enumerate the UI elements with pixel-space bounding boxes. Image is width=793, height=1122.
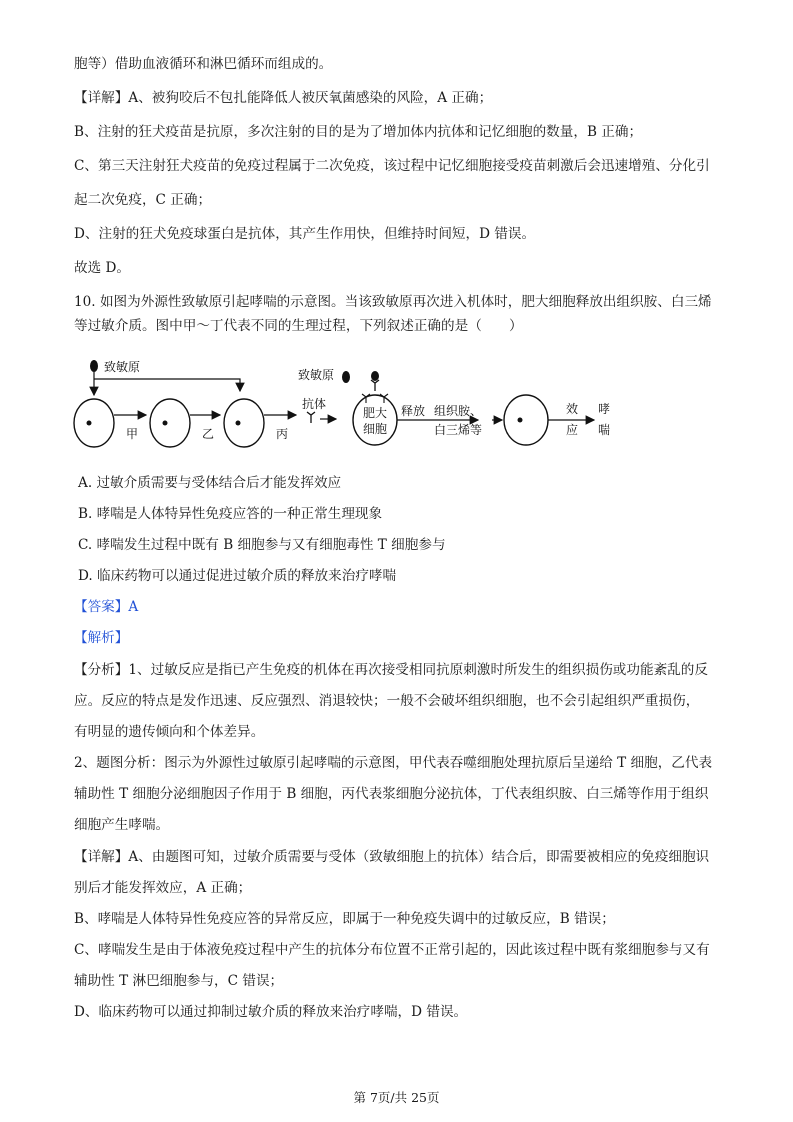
mast-cell-label: 细胞	[363, 422, 388, 436]
text-line: D、注射的狂犬免疫球蛋白是抗体，其产生作用快，但维持时间短，D 错误。	[74, 226, 536, 242]
antibody-label: 抗体	[302, 397, 327, 411]
option-c: C. 哮喘发生过程中既有 B 细胞参与又有细胞毒性 T 细胞参与	[78, 537, 446, 553]
process-jia: 甲	[126, 427, 139, 441]
text-line: 【详解】A、由题图可知，过敏介质需要与受体（致敏细胞上的抗体）结合后，即需要被相应的免疫细胞识	[74, 849, 710, 865]
text-line: 有明显的遗传倾向和个体差异。	[74, 724, 265, 740]
text-line: B、哮喘是人体特异性免疫应答的异常反应，即属于一种免疫失调中的过敏反应，B 错误；	[74, 911, 615, 927]
question-stem: 10. 如图为外源性致敏原引起哮喘的示意图。当该致敏原再次进入机体时，肥大细胞释放出组织胺、白三烯	[74, 294, 712, 310]
text-line: 细胞产生哮喘。	[74, 817, 170, 833]
text-line: C、第三天注射狂犬疫苗的免疫过程属于二次免疫，该过程中记忆细胞接受疫苗刺激后会迅速增殖、分化引	[74, 158, 710, 174]
text-line: 辅助性 T 淋巴细胞参与，C 错误；	[74, 973, 284, 989]
asthma-label: 喘	[598, 423, 611, 437]
process-yi: 乙	[202, 427, 215, 441]
text-line: C、哮喘发生是由于体液免疫过程中产生的抗体分布位置不正常引起的，因此该过程中既有浆细胞参与又有	[74, 942, 710, 958]
analysis-label: 【解析】	[74, 630, 129, 646]
option-a: A. 过敏介质需要与受体结合后才能发挥效应	[78, 475, 342, 491]
text-line: 故选 D。	[74, 260, 131, 276]
mediator-label: 白三烯等	[434, 423, 483, 437]
release-label: 释放	[401, 404, 426, 418]
asthma-diagram	[70, 357, 630, 457]
text-line: 胞等）借助血液循环和淋巴循环而组成的。	[74, 56, 333, 72]
text-line: 应。反应的特点是发作迅速、反应强烈、消退较快；一般不会破坏组织细胞，也不会引起组织严重损伤，	[74, 693, 700, 709]
cell-1	[74, 399, 114, 447]
allergen-label-2: 致敏原	[298, 368, 335, 382]
page-footer: 第 7页/共 25页	[353, 1090, 440, 1105]
text-line: 别后才能发挥效应，A 正确；	[74, 880, 252, 896]
allergen-label: 致敏原	[104, 360, 141, 374]
option-d: D. 临床药物可以通过促进过敏介质的释放来治疗哮喘	[78, 568, 397, 584]
mast-cell-label: 肥大	[363, 406, 388, 420]
text-line: 【详解】A、被狗咬后不包扎能降低人被厌氧菌感染的风险，A 正确；	[74, 90, 493, 106]
option-b: B. 哮喘是人体特异性免疫应答的一种正常生理现象	[78, 506, 383, 522]
mast-cell	[353, 395, 397, 445]
text-line: 起二次免疫，C 正确；	[74, 192, 212, 208]
text-line: 辅助性 T 细胞分泌细胞因子作用于 B 细胞，丙代表浆细胞分泌抗体，丁代表组织胺、白三烯等作用于组织	[74, 786, 709, 802]
tissue-cell	[504, 395, 548, 445]
cell-3	[224, 399, 264, 447]
allergen-dot	[90, 360, 98, 372]
mediator-label: 组织胺、	[434, 404, 483, 418]
text-line: 【分析】1、过敏反应是指已产生免疫的机体在再次接受相同抗原刺激时所发生的组织损伤或功能紊乱的反	[74, 662, 708, 678]
text-line: B、注射的狂犬疫苗是抗原，多次注射的目的是为了增加体内抗体和记忆细胞的数量，B 正确；	[74, 124, 643, 140]
asthma-label: 哮	[598, 402, 611, 416]
answer-label: 【答案】A	[74, 599, 139, 615]
effect-label: 应	[566, 423, 579, 437]
cell-2	[150, 399, 190, 447]
text-line: 2、题图分析：图示为外源性过敏原引起哮喘的示意图，甲代表吞噬细胞处理抗原后呈递给 T 细胞，乙代表	[74, 755, 713, 771]
effect-label: 效	[566, 402, 579, 416]
process-bing: 丙	[276, 427, 289, 441]
antibody-y-icon	[307, 412, 315, 423]
question-stem: 等过敏介质。图中甲～丁代表不同的生理过程，下列叙述正确的是（ ）	[74, 318, 523, 334]
text-line: D、临床药物可以通过抑制过敏介质的释放来治疗哮喘，D 错误。	[74, 1004, 468, 1020]
